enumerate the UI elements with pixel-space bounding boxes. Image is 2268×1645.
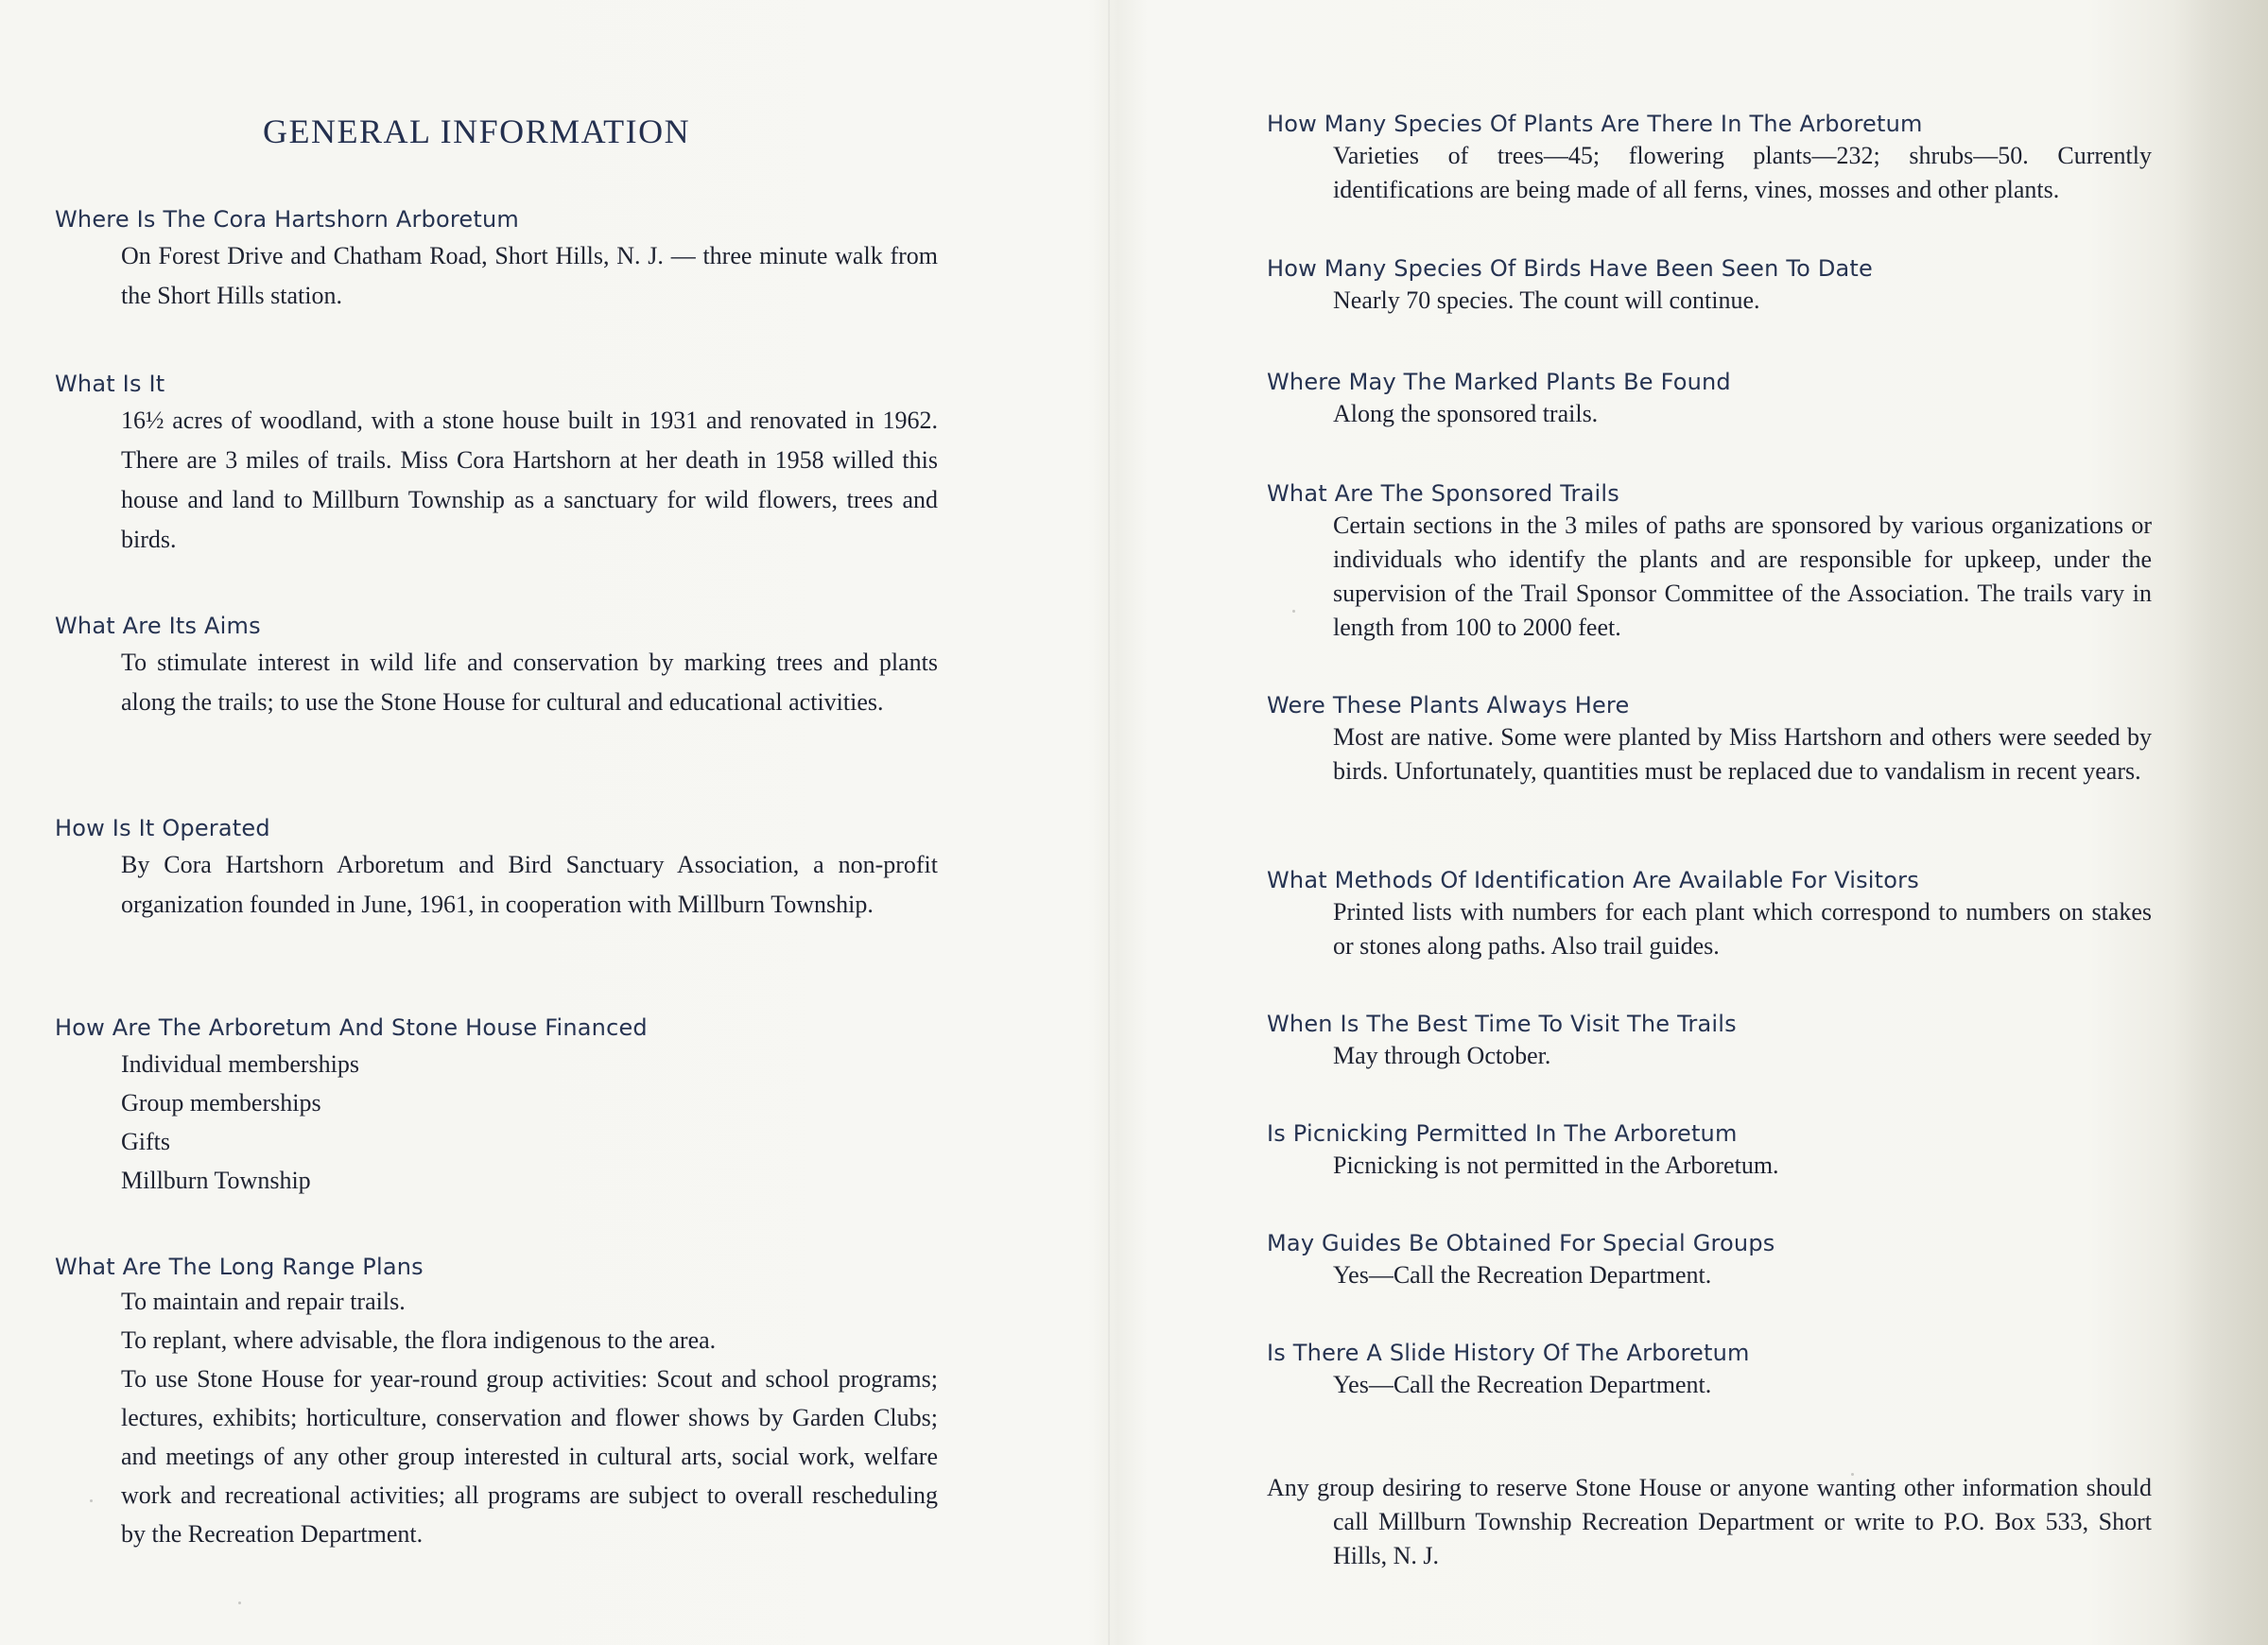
section-picnicking	[1267, 1120, 2152, 1183]
section-native-plants	[1267, 692, 2152, 788]
list-item: To use Stone House for year-round group activities: Scout and school programs; lectures, exhibits; horticulture, conservation and flower shows by Garden Clubs; and meetings of any other group interested in cultural arts, social work, welfare work and recreational activities; all programs are subject to overall rescheduling by the Recreation Department.	[121, 1365, 938, 1548]
section-body: Varieties of trees—45; flowering plants—232; shrubs—50. Currently identifications are being made of all ferns, vines, mosses and other plants.	[1333, 142, 2152, 203]
section-body: Along the sponsored trails.	[1333, 400, 1599, 427]
section-location	[55, 206, 938, 316]
section-best-time	[1267, 1011, 2152, 1073]
section-bird-species	[1267, 255, 2152, 318]
section-heading: Where May The Marked Plants Be Found	[1267, 369, 1731, 395]
section-heading: How Is It Operated	[55, 815, 270, 841]
financing-list	[55, 1045, 938, 1200]
section-aims	[55, 613, 938, 722]
section-body: To stimulate interest in wild life and conservation by marking trees and plants along the trails; to use the Stone House for cultural and educational activities.	[121, 649, 938, 716]
list-item: To maintain and repair trails.	[121, 1288, 406, 1315]
center-fold	[1108, 0, 1110, 1645]
section-sponsored-trails	[1267, 480, 2152, 645]
contact-note: Any group desiring to reserve Stone House or anyone wanting other information should call Millburn Township Recreation Department or write to P.O. Box 533, Short Hills, N. J.	[1267, 1474, 2152, 1569]
section-body: Yes—Call the Recreation Department.	[1333, 1371, 1712, 1398]
section-heading: Is There A Slide History Of The Arboretum	[1267, 1340, 1750, 1366]
section-operation	[55, 815, 938, 925]
section-body: May through October.	[1333, 1042, 1551, 1069]
section-body: 16½ acres of woodland, with a stone house built in 1931 and renovated in 1962. There are 3 miles of trails. Miss Cora Hartshorn at her death in 1958 willed this house and land to Millburn Township as a sanctuary for wild flowers, trees and birds.	[121, 407, 938, 553]
section-heading: How Many Species Of Birds Have Been Seen To Date	[1267, 255, 1874, 282]
section-heading: What Is It	[55, 371, 165, 397]
section-heading: How Are The Arboretum And Stone House Financed	[55, 1014, 648, 1041]
section-heading: How Many Species Of Plants Are There In The Arboretum	[1267, 111, 1923, 137]
section-heading: What Are The Sponsored Trails	[1267, 480, 1619, 507]
section-body: Certain sections in the 3 miles of paths are sponsored by various organizations or individuals who identify the plants and are responsible for upkeep, under the supervision of the Trail Sponsor Committee of the Association. The trails vary in length from 100 to 2000 feet.	[1333, 511, 2152, 641]
section-long-range-plans	[55, 1254, 938, 1553]
page-title: GENERAL INFORMATION	[263, 113, 691, 150]
section-body: Yes—Call the Recreation Department.	[1333, 1261, 1712, 1289]
section-heading: Were These Plants Always Here	[1267, 692, 1630, 719]
section-body: Most are native. Some were planted by Miss Hartshorn and others were seeded by birds. Unfortunately, quantities must be replaced due to vandalism in recent years.	[1333, 723, 2152, 785]
section-body: Printed lists with numbers for each plant which correspond to numbers on stakes or stones along paths. Also trail guides.	[1333, 898, 2152, 960]
list-item: To replant, where advisable, the flora indigenous to the area.	[121, 1326, 717, 1354]
section-what-is-it	[55, 371, 938, 560]
plans-list	[55, 1282, 938, 1553]
section-plant-species	[1267, 111, 2152, 207]
paper-edge-shadow	[2174, 0, 2268, 1645]
section-marked-plants	[1267, 369, 2152, 431]
list-item: Gifts	[121, 1128, 170, 1155]
list-item: Group memberships	[121, 1089, 321, 1117]
section-slide-history	[1267, 1340, 2152, 1402]
section-body: By Cora Hartshorn Arboretum and Bird Sanctuary Association, a non-profit organization founded in June, 1961, in cooperation with Millburn Township.	[121, 851, 938, 918]
section-heading: May Guides Be Obtained For Special Groups	[1267, 1230, 1775, 1256]
section-heading: When Is The Best Time To Visit The Trails	[1267, 1011, 1737, 1037]
section-identification	[1267, 867, 2152, 963]
section-financing	[55, 1014, 938, 1200]
list-item: Individual memberships	[121, 1050, 360, 1078]
list-item: Millburn Township	[121, 1167, 311, 1194]
section-heading: What Methods Of Identification Are Available For Visitors	[1267, 867, 1919, 893]
section-heading: What Are Its Aims	[55, 613, 261, 639]
section-guides	[1267, 1230, 2152, 1292]
section-heading: What Are The Long Range Plans	[55, 1254, 424, 1280]
section-heading: Where Is The Cora Hartshorn Arboretum	[55, 206, 519, 233]
section-body: On Forest Drive and Chatham Road, Short Hills, N. J. — three minute walk from the Short Hills station.	[121, 242, 938, 309]
section-body: Picnicking is not permitted in the Arboretum.	[1333, 1152, 1779, 1179]
section-heading: Is Picnicking Permitted In The Arboretum	[1267, 1120, 1738, 1147]
section-body: Nearly 70 species. The count will continue.	[1333, 286, 1760, 314]
